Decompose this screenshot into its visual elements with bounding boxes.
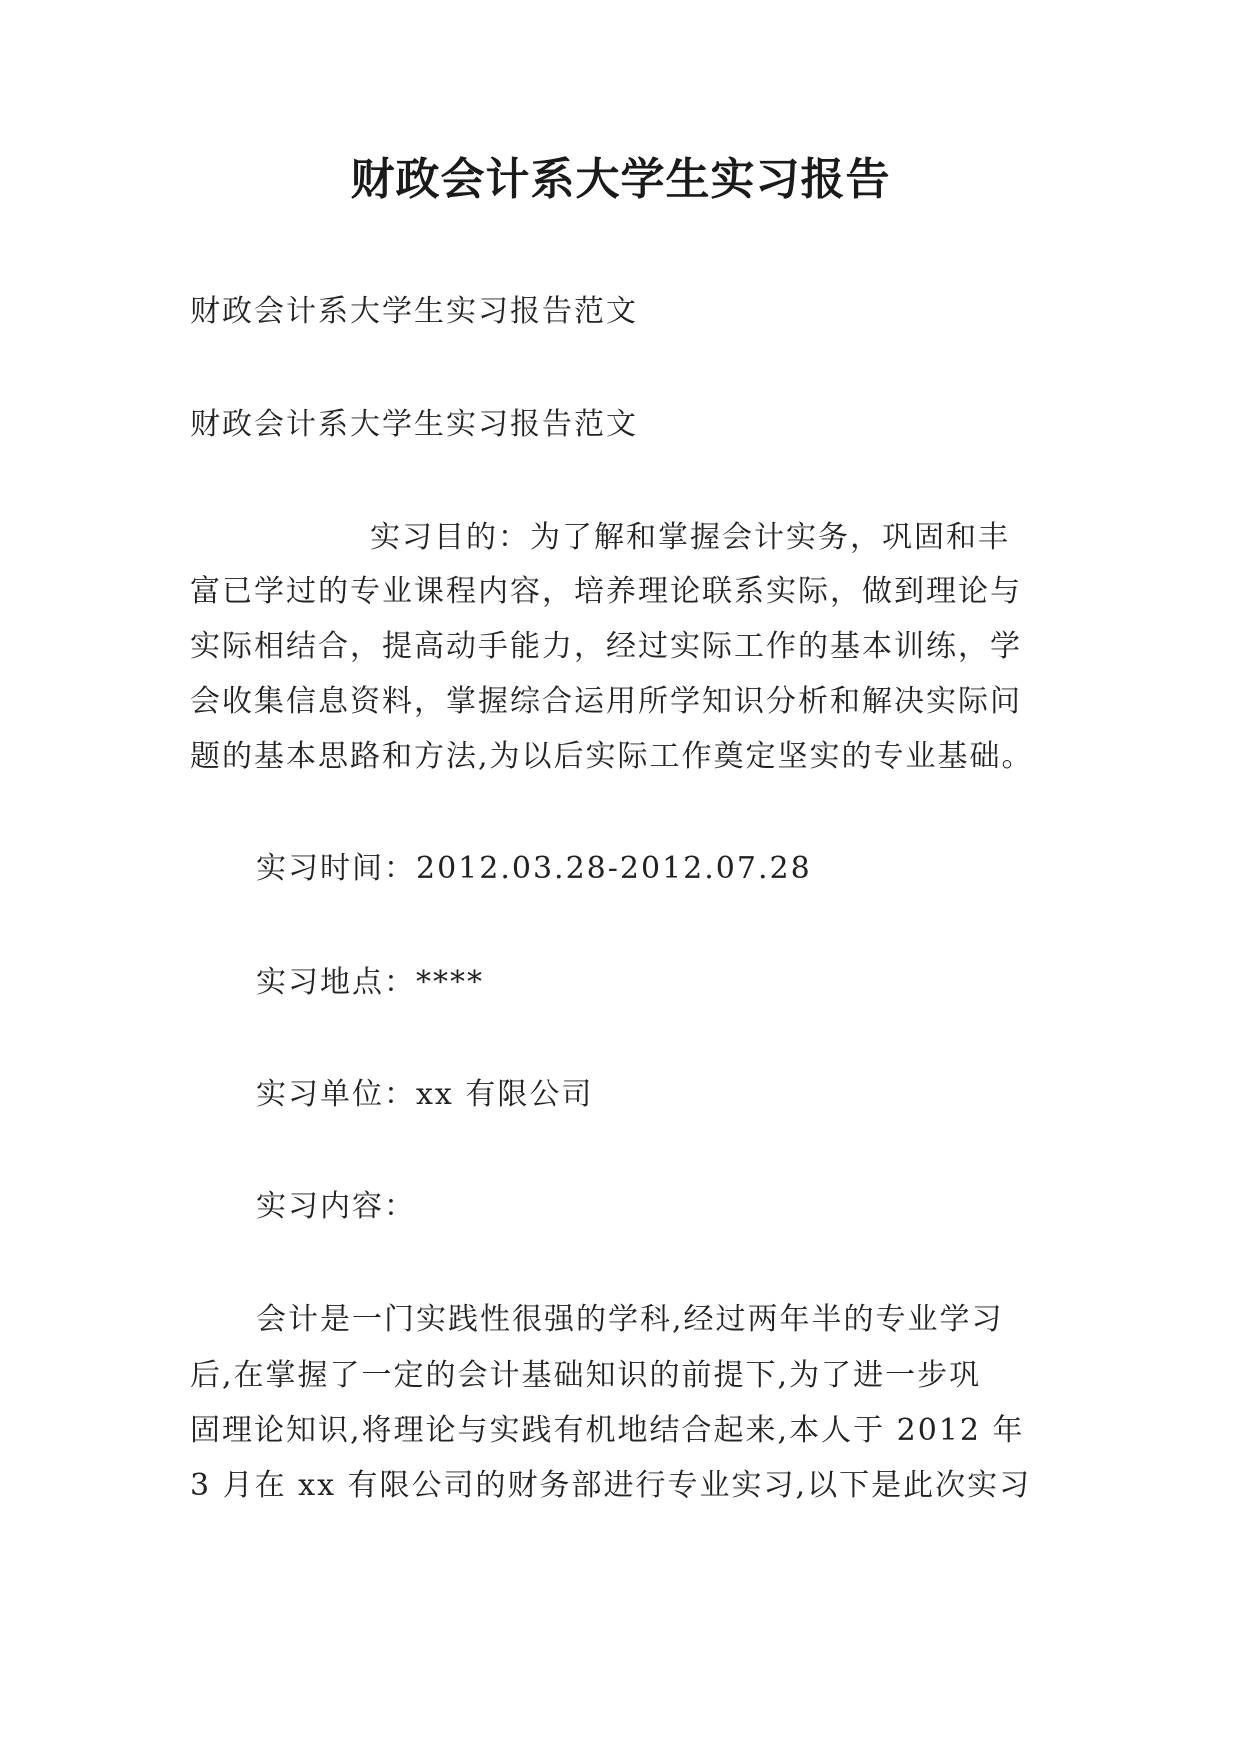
content-line: 3 月在 xx 有限公司的财务部进行专业实习,以下是此次实习 [190,1468,1032,1503]
purpose-line: 题的基本思路和方法,为以后实际工作奠定坚实的专业基础。 [190,739,1034,774]
purpose-line: 实际相结合，提高动手能力，经过实际工作的基本训练，学 [190,629,1022,664]
content-line: 固理论知识,将理论与实践有机地结合起来,本人于 2012 年 [190,1413,1025,1448]
subtitle-line: 财政会计系大学生实习报告范文 [190,294,638,329]
purpose-line: 富已学过的专业课程内容，培养理论联系实际，做到理论与 [190,574,1022,609]
document-title: 财政会计系大学生实习报告 [350,154,891,205]
subtitle-line: 财政会计系大学生实习报告范文 [190,407,638,442]
content-label: 实习内容： [256,1189,416,1224]
content-line: 后,在掌握了一定的会计基础知识的前提下,为了进一步巩 [190,1358,982,1393]
internship-place: 实习地点：**** [256,965,484,1000]
content-line: 会计是一门实践性很强的学科,经过两年半的专业学习 [256,1302,1004,1337]
internship-time: 实习时间：2012.03.28-2012.07.28 [256,851,812,886]
purpose-line: 会收集信息资料，掌握综合运用所学知识分析和解决实际问 [190,684,1022,719]
purpose-line: 实习目的：为了解和掌握会计实务，巩固和丰 [370,520,1010,555]
internship-unit: 实习单位：xx 有限公司 [256,1077,594,1112]
